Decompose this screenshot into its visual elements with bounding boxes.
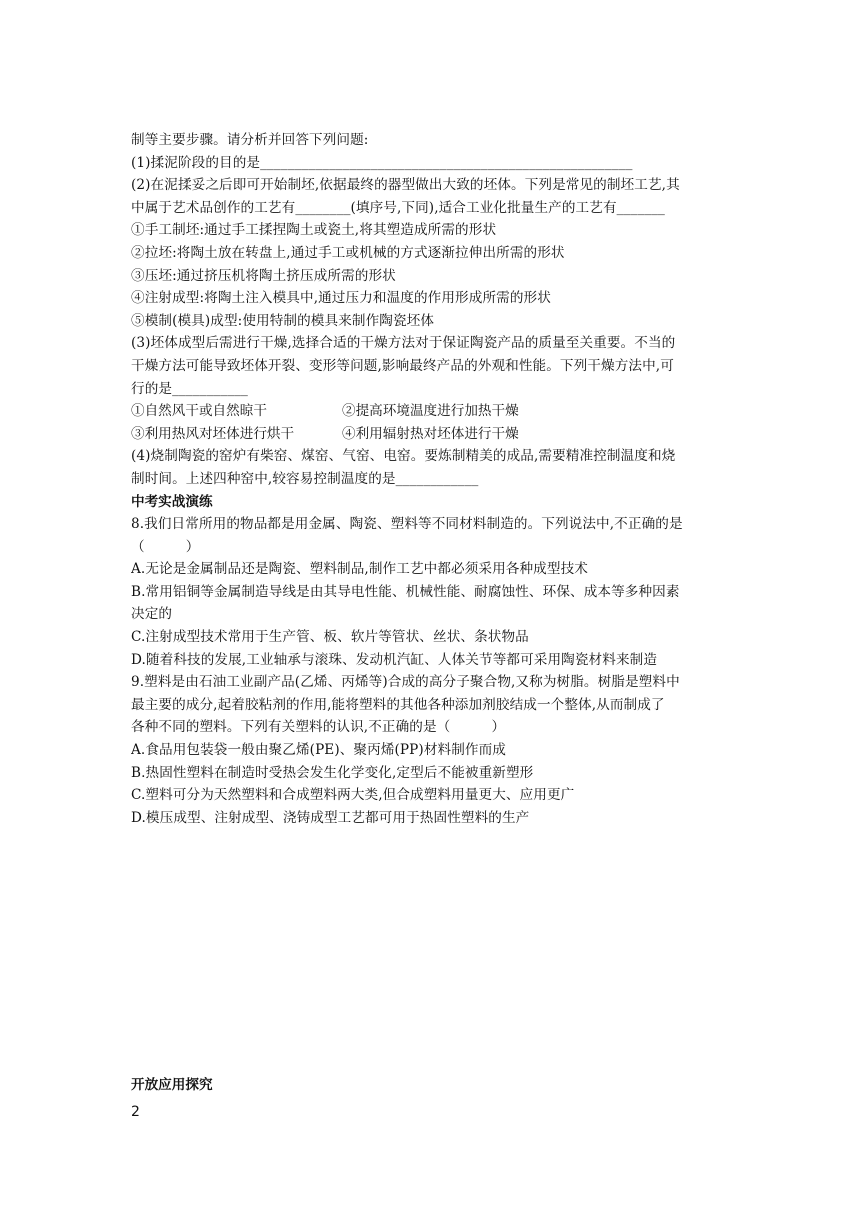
question-8-option: B.常用铝铜等金属制造导线是由其导电性能、机械性能、耐腐蚀性、环保、成本等多种因素 (131, 583, 680, 600)
question-3-option: ④利用辐射热对坯体进行干燥 (342, 425, 519, 442)
question-9-option: A.食品用包装袋一般由聚乙烯(PE)、聚丙烯(PP)材料制作而成 (131, 742, 506, 759)
question-3-option-row (131, 400, 735, 423)
bottom-section-title: 开放应用探究 (131, 1077, 213, 1093)
question-9-stem-line-2: 最主要的成分,起着胶粘剂的作用,能将塑料的其他各种添加剂胶结成一个整体,从而制成了 (131, 696, 665, 713)
question-8-answer-blank: （ ） (131, 538, 200, 555)
question-9-option: B.热固性塑料在制造时受热会发生化学变化,定型后不能被重新塑形 (131, 764, 534, 781)
question-3-line-2: 干燥方法可能导致坯体开裂、变形等问题,影响最终产品的外观和性能。下列干燥方法中,可 (131, 357, 674, 374)
question-9-option: C.塑料可分为天然塑料和合成塑料两大类,但合成塑料用量更大、应用更广 (131, 787, 575, 804)
question-4-line-1: (4)烧制陶瓷的窑炉有柴窑、煤窑、气窑、电窑。要炼制精美的成品,需要精准控制温度和烧 (131, 448, 676, 465)
question-1: (1)揉泥阶段的目的是______________________________________________________ (131, 154, 633, 171)
page-number: 2 (131, 1104, 140, 1120)
intro-text: 制等主要步骤。请分析并回答下列问题: (131, 132, 369, 148)
question-3-line-1: (3)坯体成型后需进行干燥,选择合适的干燥方法对于保证陶瓷产品的质量至关重要。不当的 (131, 335, 676, 352)
question-2-line-2: 中属于艺术品创作的工艺有________(填序号,下同),适合工业化批量生产的工艺有_______ (131, 199, 665, 216)
question-3-line-3: 行的是___________ (131, 380, 248, 397)
question-3-option-row (131, 423, 735, 446)
question-2-option: ⑤模制(模具)成型:使用特制的模具来制作陶瓷坯体 (131, 312, 435, 329)
question-8-option: C.注射成型技术常用于生产管、板、软片等管状、丝状、条状物品 (131, 629, 529, 646)
question-2-option: ①手工制坯:通过手工揉捏陶土或瓷土,将其塑造成所需的形状 (131, 222, 497, 239)
question-8-option: D.随着科技的发展,工业轴承与滚珠、发动机汽缸、人体关节等都可采用陶瓷材料来制造 (131, 651, 658, 668)
question-2-line-1: (2)在泥揉妥之后即可开始制坯,依据最终的器型做出大致的坯体。下列是常见的制坯工艺,其 (131, 177, 680, 194)
question-8-stem: 8.我们日常所用的物品都是用金属、陶瓷、塑料等不同材料制造的。下列说法中,不正确的是 (131, 516, 683, 533)
section-title: 中考实战演练 (131, 493, 213, 510)
question-3-option: ②提高环境温度进行加热干燥 (342, 403, 519, 420)
question-8-option: 决定的 (131, 606, 173, 623)
question-3-option: ①自然风干或自然晾干 (131, 403, 267, 420)
question-3-option: ③利用热风对坯体进行烘干 (131, 425, 295, 442)
question-9-stem-line-3: 各种不同的塑料。下列有关塑料的认识,不正确的是（ ） (131, 719, 506, 736)
question-2-option: ③压坯:通过挤压机将陶土挤压成所需的形状 (131, 267, 396, 284)
question-4-line-2: 制时间。上述四种窑中,较容易控制温度的是____________ (131, 470, 479, 487)
document-body (131, 129, 735, 829)
question-9-option: D.模压成型、注射成型、浇铸成型工艺都可用于热固性塑料的生产 (131, 809, 530, 826)
question-2-option: ②拉坯:将陶土放在转盘上,通过手工或机械的方式逐渐拉伸出所需的形状 (131, 244, 565, 261)
question-8-option: A.无论是金属制品还是陶瓷、塑料制品,制作工艺中都必须采用各种成型技术 (131, 561, 588, 578)
question-9-stem-line-1: 9.塑料是由石油工业副产品(乙烯、丙烯等)合成的高分子聚合物,又称为树脂。树脂是塑料中 (131, 674, 680, 691)
question-2-option: ④注射成型:将陶土注入模具中,通过压力和温度的作用形成所需的形状 (131, 290, 551, 307)
